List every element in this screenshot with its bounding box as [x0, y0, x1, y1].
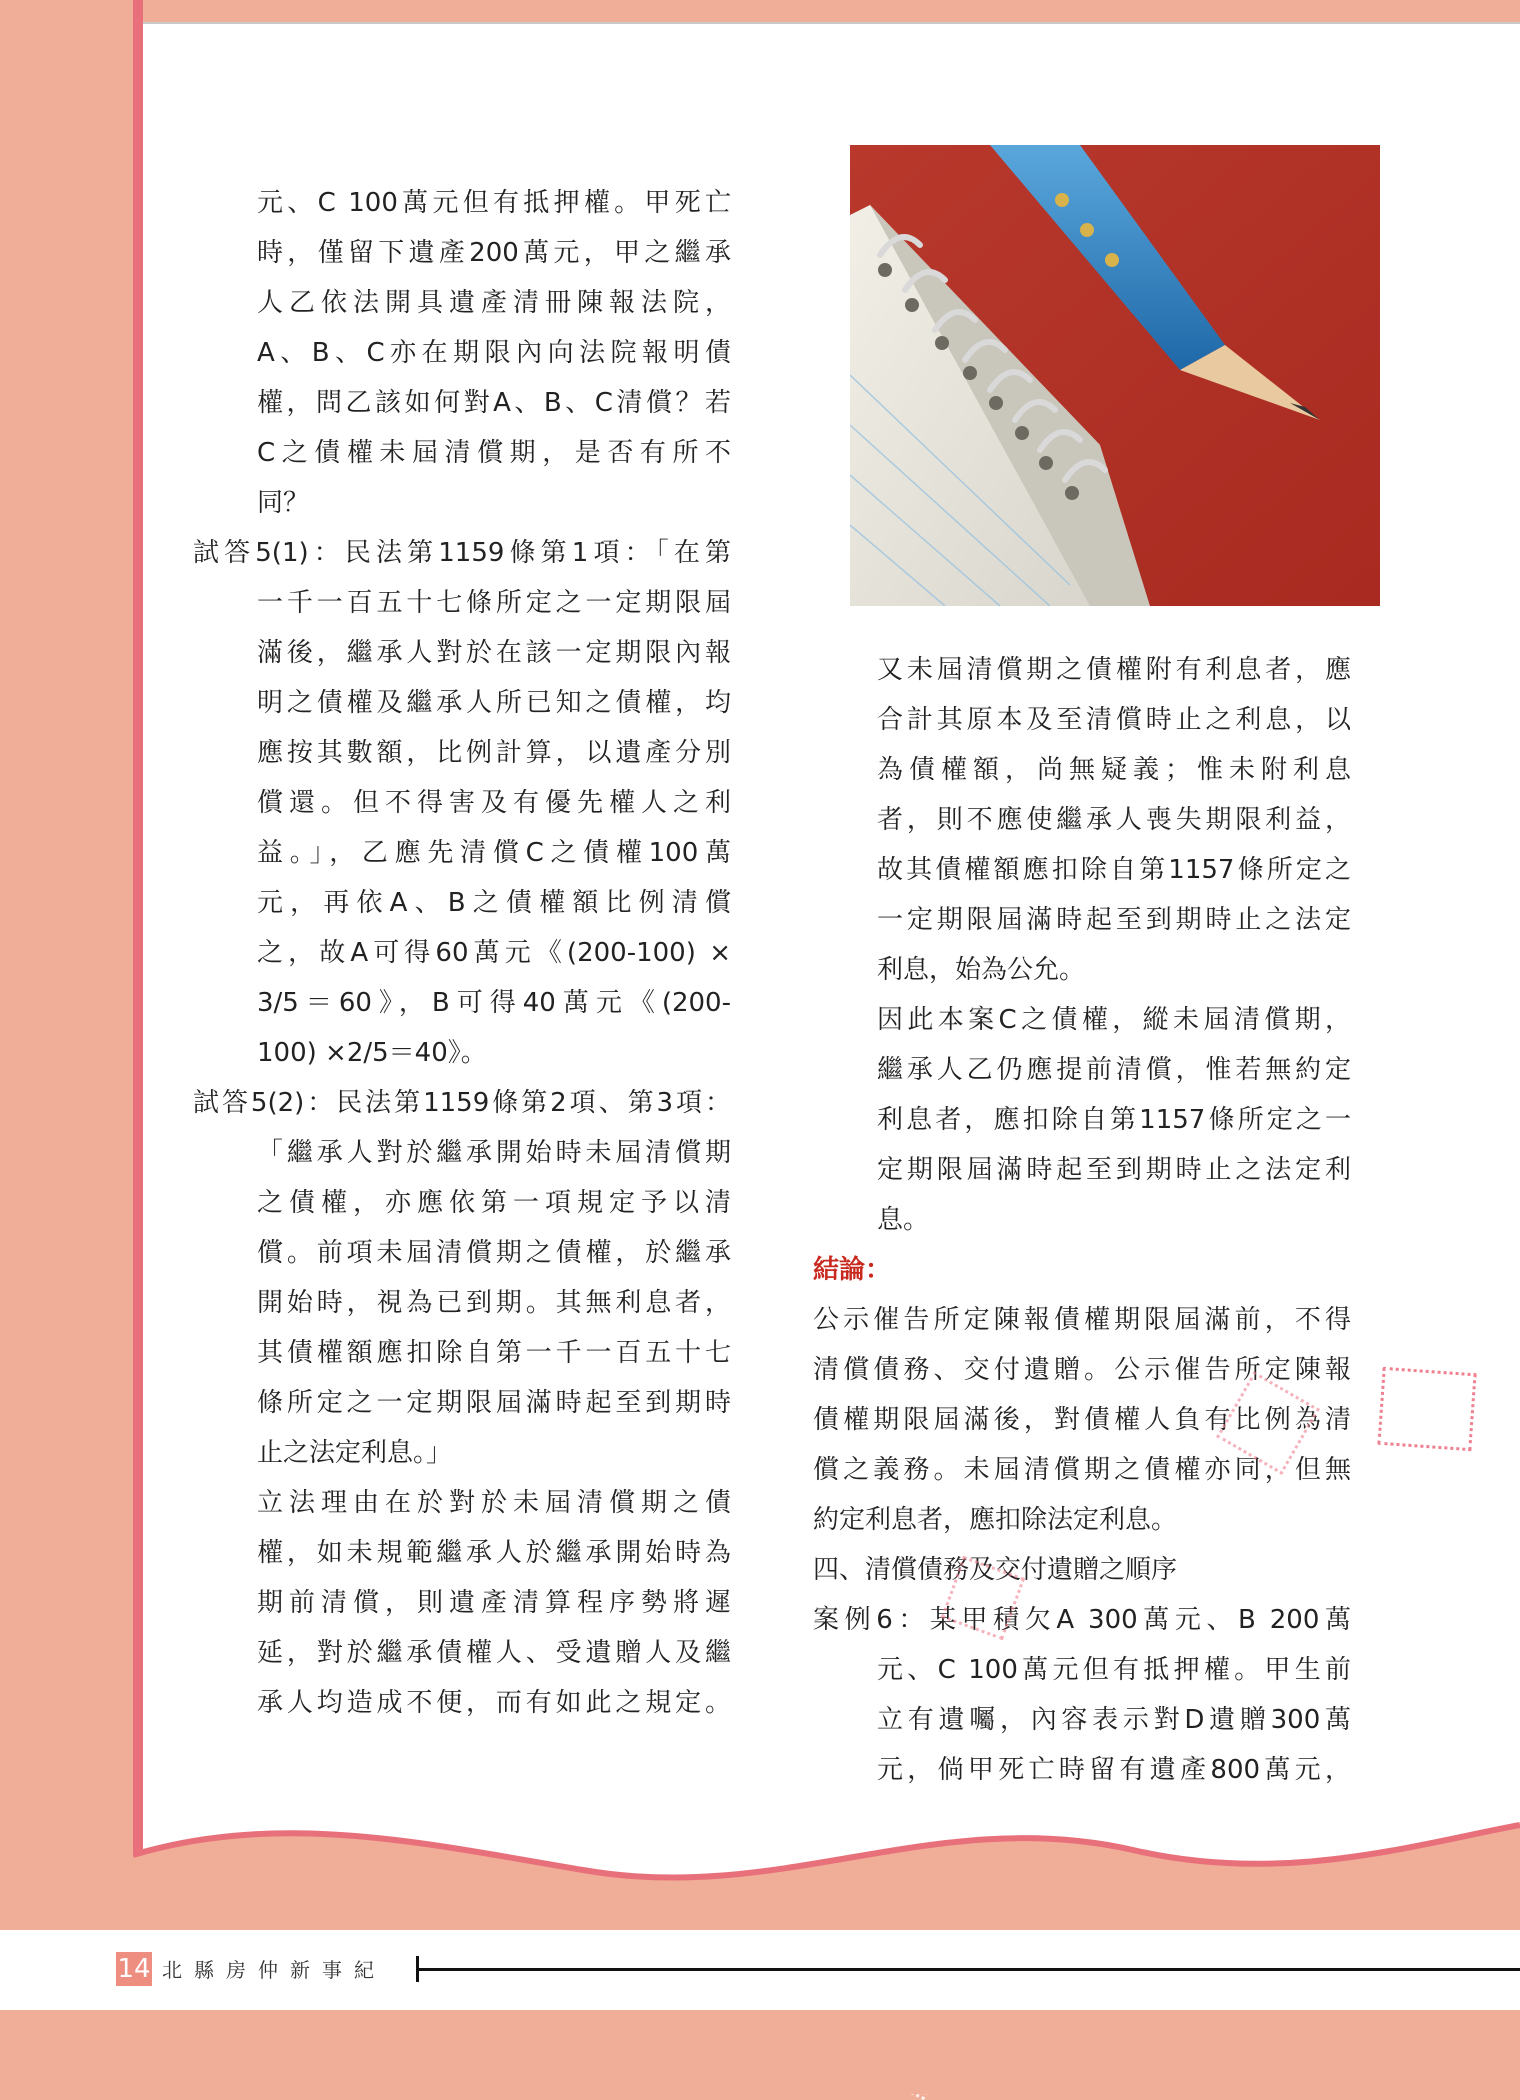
text-line: 合計其原本及至清償時止之利息，以: [877, 705, 1351, 735]
text-line: 權，問乙該如何對A、B、C清償？若: [257, 388, 731, 418]
text-line: 立法理由在於對於未屆清償期之債: [257, 1488, 731, 1518]
wave-decoration: [133, 1815, 1520, 1935]
left-text-column: [193, 178, 731, 1728]
notebook-pencil-photo: [850, 145, 1380, 606]
text-line: 人乙依法開具遺產清冊陳報法院，: [257, 288, 731, 318]
text-line: 滿後，繼承人對於在該一定期限內報: [257, 638, 731, 668]
page-top-border: [143, 22, 1520, 24]
text-line: 約定利息者，應扣除法定利息。: [813, 1505, 1178, 1535]
text-line: 一定期限屆滿時起至到期時止之法定: [877, 905, 1351, 935]
text-line: 應按其數額，比例計算，以遺產分別: [257, 738, 731, 768]
text-line: 債權期限屆滿後，對債權人負有比例為清: [813, 1405, 1351, 1435]
text-line: 試答5(1)：民法第1159條第1項：「在第: [193, 538, 731, 568]
footer-bottom-band: [0, 2010, 1520, 2094]
text-line: 一千一百五十七條所定之一定期限屆: [257, 588, 731, 618]
text-line: 之，故A可得60萬元《(200-100) ×: [257, 938, 731, 968]
text-line: 止之法定利息。」: [257, 1438, 453, 1468]
text-line: 者，則不應使繼承人喪失期限利益，: [877, 805, 1351, 835]
text-line: 權，如未規範繼承人於繼承開始時為: [257, 1538, 731, 1568]
text-line: A、B、C亦在期限內向法院報明債: [257, 338, 731, 368]
text-line: 條所定之一定期限屆滿時起至到期時: [257, 1388, 731, 1418]
section-heading: 結論：: [813, 1255, 892, 1285]
text-line: 開始時，視為已到期。其無利息者，: [257, 1288, 731, 1318]
text-line: 四、清償債務及交付遺贈之順序: [813, 1555, 1178, 1585]
text-line: 元，倘甲死亡時留有遺產800萬元，: [877, 1755, 1351, 1785]
text-line: 又未屆清償期之債權附有利息者，應: [877, 655, 1351, 685]
text-line: 時，僅留下遺產200萬元，甲之繼承: [257, 238, 731, 268]
text-line: 立有遺囑，內容表示對D遺贈300萬: [877, 1705, 1351, 1735]
right-text-column: [813, 645, 1351, 1795]
text-line: 因此本案C之債權，縱未屆清償期，: [877, 1005, 1351, 1035]
text-line: 之債權，亦應依第一項規定予以清: [257, 1188, 731, 1218]
text-line: 利息，始為公允。: [877, 955, 1086, 985]
text-line: 3/5＝60》，B可得40萬元《(200-: [257, 988, 731, 1018]
text-line: 同？: [257, 488, 310, 518]
left-decorative-band: [0, 0, 133, 1930]
text-line: 定期限屆滿時起至到期時止之法定利: [877, 1155, 1351, 1185]
text-line: 清償債務、交付遺贈。公示催告所定陳報: [813, 1355, 1351, 1385]
footer-rule: [416, 1968, 1520, 1971]
text-line: 公示催告所定陳報債權期限屆滿前，不得: [813, 1305, 1351, 1335]
text-line: 延，對於繼承債權人、受遺贈人及繼: [257, 1638, 731, 1668]
magazine-title: 北縣房仲新事紀: [162, 1958, 386, 1982]
text-line: 100) ×2/5＝40》。: [257, 1038, 487, 1068]
text-line: 為債權額，尚無疑義；惟未附利息: [877, 755, 1351, 785]
text-line: 償。前項未屆清償期之債權，於繼承: [257, 1238, 731, 1268]
text-line: C之債權未屆清償期，是否有所不: [257, 438, 731, 468]
text-line: 「繼承人對於繼承開始時未屆清償期: [257, 1138, 731, 1168]
text-line: 繼承人乙仍應提前清償，惟若無約定: [877, 1055, 1351, 1085]
text-line: 元、C 100萬元但有抵押權。甲生前: [877, 1655, 1351, 1685]
text-line: 試答5(2)：民法第1159條第2項、第3項：: [193, 1088, 731, 1118]
dotted-square-decoration: [1377, 1367, 1476, 1451]
text-line: 利息者，應扣除自第1157條所定之一: [877, 1105, 1351, 1135]
text-line: 息。: [877, 1205, 930, 1235]
text-line: 承人均造成不便，而有如此之規定。: [257, 1688, 731, 1718]
text-line: 案例6：某甲積欠A 300萬元、B 200萬: [813, 1605, 1351, 1635]
page-number: 14: [117, 1954, 151, 1984]
text-line: 其債權額應扣除自第一千一百五十七: [257, 1338, 731, 1368]
text-line: 償還。但不得害及有優先權人之利: [257, 788, 731, 818]
left-accent-stripe: [133, 0, 143, 1870]
text-line: 明之債權及繼承人所已知之債權，均: [257, 688, 731, 718]
text-line: 償之義務。未屆清償期之債權亦同，但無: [813, 1455, 1351, 1485]
text-line: 期前清償，則遺產清算程序勢將遲: [257, 1588, 731, 1618]
text-line: 元，再依A、B之債權額比例清償: [257, 888, 731, 918]
text-line: 元、C 100萬元但有抵押權。甲死亡: [257, 188, 731, 218]
text-line: 益。」，乙應先清償C之債權100萬: [257, 838, 731, 868]
text-line: 故其債權額應扣除自第1157條所定之: [877, 855, 1351, 885]
